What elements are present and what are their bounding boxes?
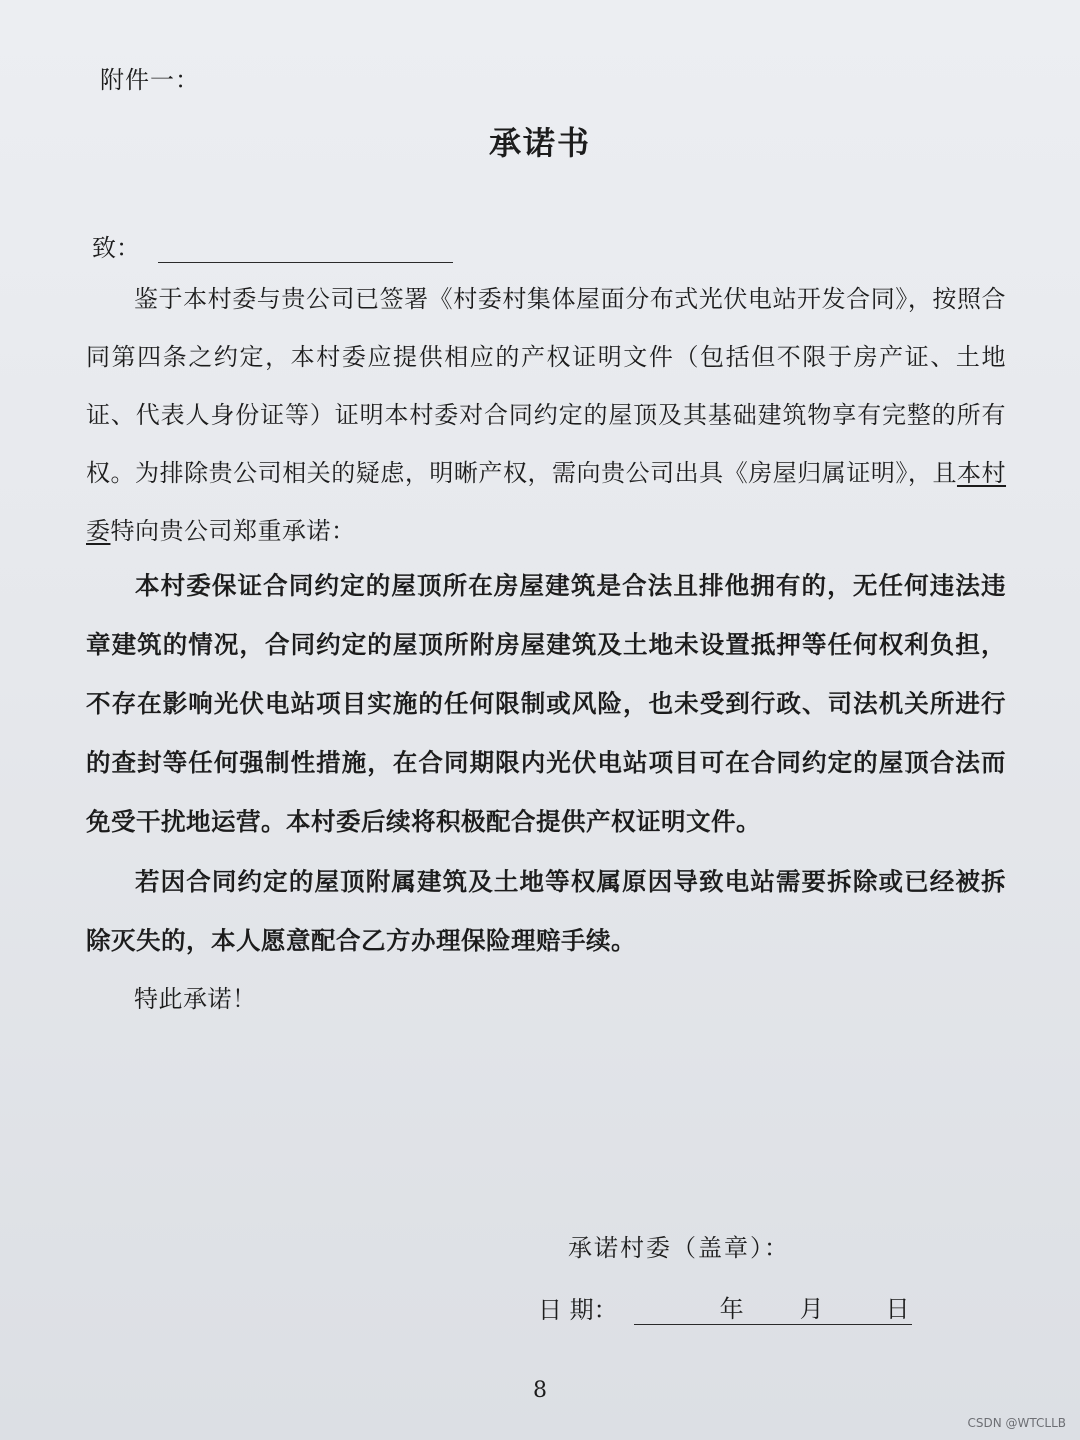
paragraph-intro-text-b: 特向贵公司郑重承诺： — [110, 517, 356, 545]
paragraph-intro-text-a: 鉴于本村委与贵公司已签署《村委村集体屋面分布式光伏电站开发合同》，按照合同第四条之约定，本村委应提供相应的产权证明文件（包括但不限于房产证、土地证、代表人身份证等）证明本村委对合同约定的屋顶及其基础建筑物享有完整的所有权。为排除贵公司相关的疑虑，明晰产权，需向贵公司出具《房屋归属证明》，且 — [86, 285, 1006, 487]
signature-label: 承诺村委（盖章）： — [568, 1234, 790, 1262]
recipient-label: 致： — [92, 234, 140, 262]
date-blank — [634, 1292, 912, 1325]
recipient-blank — [158, 234, 453, 263]
date-day: 日 — [885, 1295, 910, 1323]
date-line — [538, 1290, 912, 1325]
closing-statement: 特此承诺！ — [134, 985, 257, 1013]
paragraph-demolition: 若因合同约定的屋顶附属建筑及土地等权属原因导致电站需要拆除或已经被拆除灭失的，本人愿意配合乙方办理保险理赔手续。 — [86, 867, 1006, 955]
attachment-label: 附件一： — [100, 66, 200, 94]
paragraph-intro — [86, 270, 1006, 560]
date-month: 月 — [799, 1295, 824, 1323]
page-number: 8 — [533, 1378, 547, 1403]
document-title: 承诺书 — [488, 124, 591, 162]
date-year: 年 — [719, 1295, 744, 1323]
date-label: 日 期： — [538, 1296, 618, 1324]
recipient-line — [92, 228, 453, 263]
watermark: CSDN @WTCLLB — [967, 1416, 1066, 1430]
paragraph-guarantee: 本村委保证合同约定的屋顶所在房屋建筑是合法且排他拥有的，无任何违法违章建筑的情况，合同约定的屋顶所附房屋建筑及土地未设置抵押等任何权利负担，不存在影响光伏电站项目实施的任何限制或风险，也未受到行政、司法机关所进行的查封等任何强制性措施，在合同期限内光伏电站项目可在合同约定的屋顶合法而免受干扰地运营。本村委后续将积极配合提供产权证明文件。 — [86, 571, 1006, 836]
paragraph-intro-underlined: 本村委 — [86, 459, 1007, 545]
